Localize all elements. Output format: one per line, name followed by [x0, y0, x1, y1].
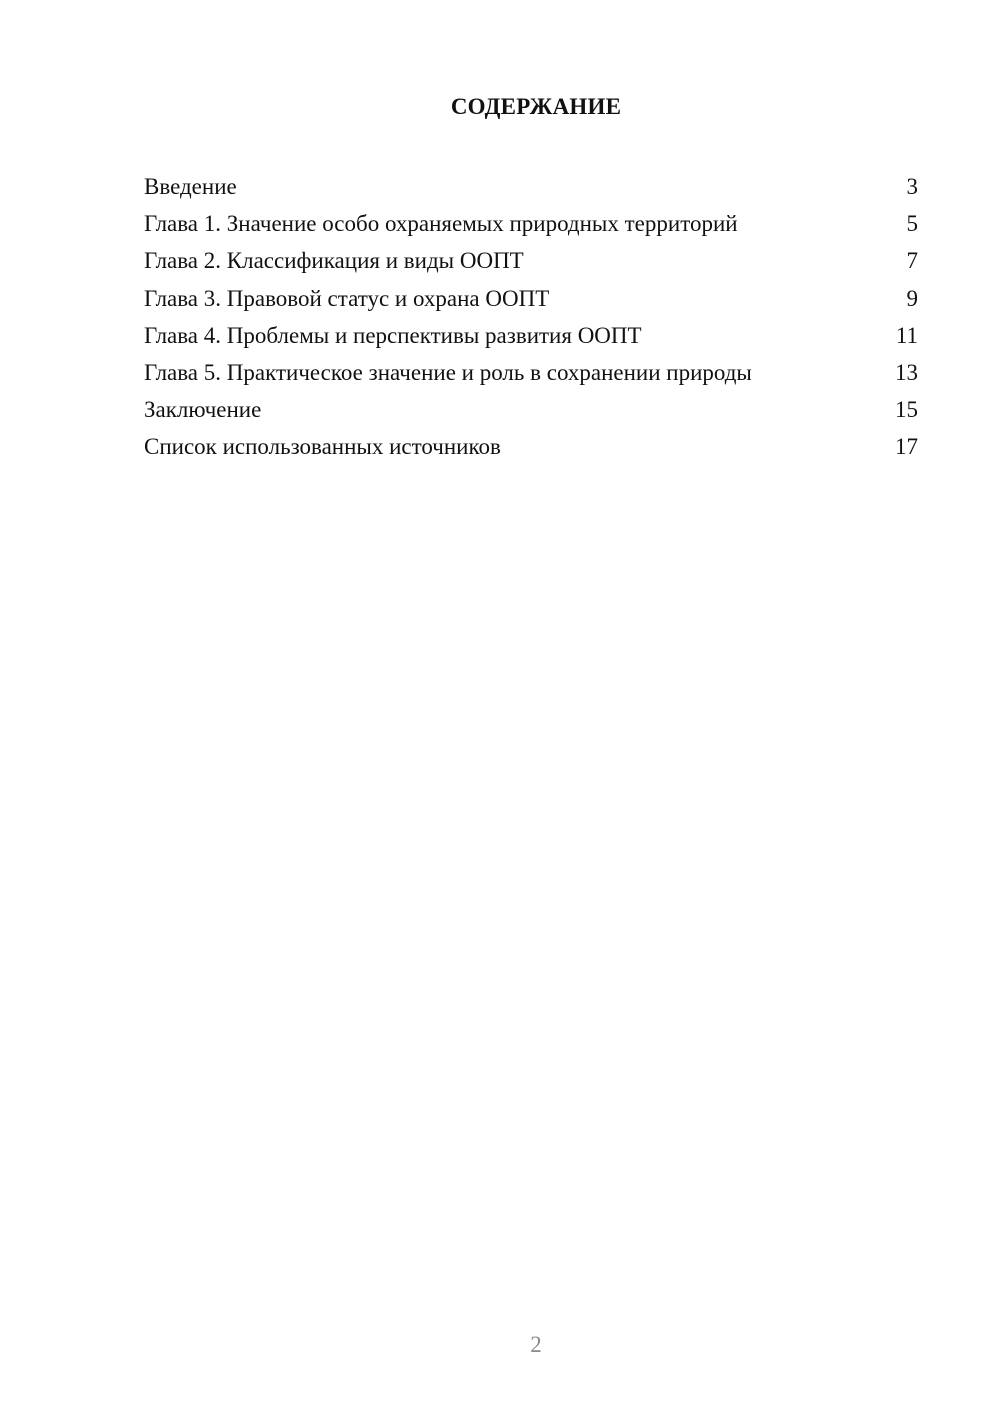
toc-entry: [144, 391, 918, 428]
toc-entry-label: Глава 3. Правовой статус и охрана ООПТ: [144, 285, 550, 311]
toc-entry: [144, 428, 918, 465]
toc-entry: [144, 168, 918, 205]
toc-entry-label: Глава 1. Значение особо охраняемых природных территорий: [144, 211, 738, 237]
toc-entry-page: 15: [895, 397, 918, 423]
toc-entry-page: 13: [895, 359, 918, 385]
toc-entry-page: 3: [906, 174, 918, 199]
toc-entry-label: Введение: [144, 174, 237, 199]
toc-entry-page: 17: [895, 434, 918, 460]
toc-entry-label: Глава 5. Практическое значение и роль в сохранении природы: [144, 359, 752, 385]
toc-entry: [144, 354, 918, 391]
toc-entry: [144, 280, 918, 317]
toc-entry: [144, 317, 918, 354]
table-of-contents: [144, 168, 918, 466]
toc-entry: [144, 205, 918, 242]
toc-entry-label: Список использованных источников: [144, 434, 501, 460]
page-number: 2: [530, 1332, 542, 1357]
toc-entry-page: 7: [906, 248, 918, 274]
toc-entry: [144, 242, 918, 279]
toc-entry-label: Глава 4. Проблемы и перспективы развития ООПТ: [144, 322, 642, 348]
toc-entry-label: Глава 2. Классификация и виды ООПТ: [144, 248, 524, 274]
toc-entry-page: 11: [895, 322, 918, 348]
toc-entry-label: Заключение: [144, 397, 262, 423]
page-title: СОДЕРЖАНИЕ: [450, 94, 622, 119]
toc-entry-page: 9: [906, 285, 918, 311]
toc-entry-page: 5: [906, 211, 918, 237]
